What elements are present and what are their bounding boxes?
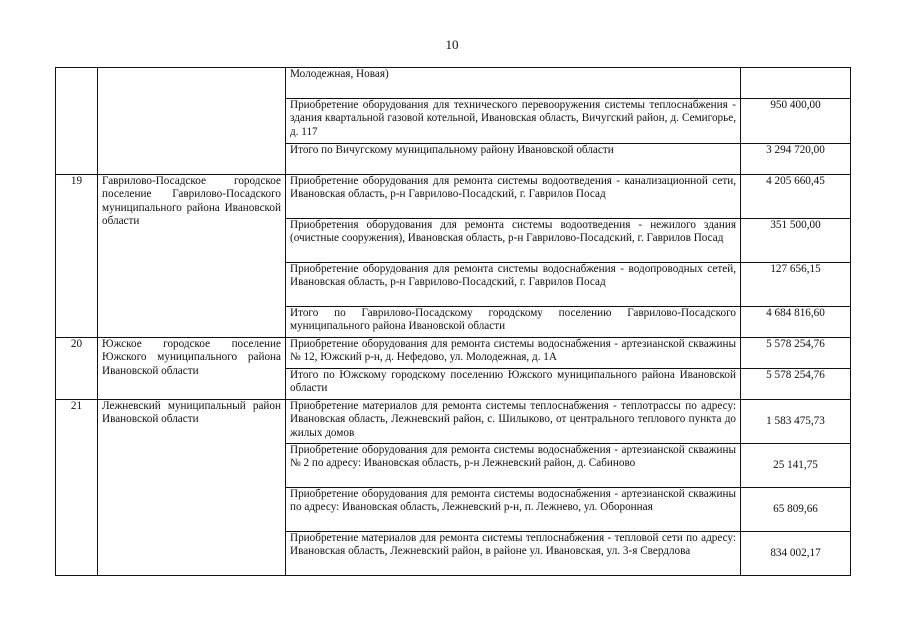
description-cell: Приобретение оборудования для ремонта системы водоснабжения - артезианской скважины № 2 по адресу: Ивановская область, р-н Лежневский район, д. Сабиново: [286, 444, 741, 488]
subtotal-cell: Итого по Южскому городскому поселению Южского муниципального района Ивановской области: [286, 369, 741, 400]
description-cell: Приобретение материалов для ремонта системы теплоснабжения - тепловой сети по адресу: Ивановская область, Лежневский район, в районе ул. Ивановская, ул. 3-я Свердлова: [286, 532, 741, 576]
description-cell: Приобретение материалов для ремонта системы теплоснабжения - теплотрассы по адресу: Ивановская область, Лежневский район, с. Шилыково, от центрального теплового пункта до жилых домов: [286, 400, 741, 444]
page-number: 10: [445, 37, 459, 52]
row-number-cell: 19: [56, 175, 98, 338]
municipality-cell: Лежневский муниципальный район Ивановской области: [98, 400, 286, 576]
amount-cell: 25 141,75: [741, 444, 851, 488]
table-row: [56, 338, 851, 369]
amount-cell: 950 400,00: [741, 99, 851, 144]
description-cell: Молодежная, Новая): [286, 68, 741, 99]
row-number-cell: 20: [56, 338, 98, 400]
table-row: [56, 400, 851, 444]
amount-cell: [741, 68, 851, 99]
subtotal-cell: Итого по Вичугскому муниципальному району Ивановской области: [286, 144, 741, 175]
description-cell: Приобретение оборудования для ремонта системы водоснабжения - артезианской скважины по адресу: Ивановская область, Лежневский р-н, п. Лежнево, ул. Оборонная: [286, 488, 741, 532]
subtotal-amount-cell: 4 684 816,60: [741, 307, 851, 338]
amount-cell: 1 583 475,73: [741, 400, 851, 444]
municipality-cell: [98, 68, 286, 175]
municipality-cell: Гаврилово-Посадское городское поселение Гаврилово-Посадского муниципального района Ивановской области: [98, 175, 286, 338]
amount-cell: 4 205 660,45: [741, 175, 851, 219]
subtotal-amount-cell: 5 578 254,76: [741, 369, 851, 400]
subtotal-cell: Итого по Гаврилово-Посадскому городскому поселению Гаврилово-Посадского муниципального района Ивановской области: [286, 307, 741, 338]
description-cell: Приобретение оборудования для технического перевооружения системы теплоснабжения - здания квартальной газовой котельной, Ивановская область, Вичугский район, д. Семигорье, д. 117: [286, 99, 741, 144]
description-cell: Приобретение оборудования для ремонта системы водоснабжения - артезианской скважины № 12, Южский р-н, д. Нефедово, ул. Молодежная, д. 1А: [286, 338, 741, 369]
description-cell: Приобретение оборудования для ремонта системы водоотведения - канализационной сети, Ивановская область, р-н Гаврилово-Посадский, г. Гаврилов Посад: [286, 175, 741, 219]
row-number-cell: [56, 68, 98, 175]
row-number-cell: 21: [56, 400, 98, 576]
subtotal-amount-cell: 3 294 720,00: [741, 144, 851, 175]
table-row: [56, 68, 851, 99]
amount-cell: 351 500,00: [741, 219, 851, 263]
municipality-cell: Южское городское поселение Южского муниципального района Ивановской области: [98, 338, 286, 400]
amount-cell: 834 002,17: [741, 532, 851, 576]
funding-table: [55, 67, 851, 576]
amount-cell: 127 656,15: [741, 263, 851, 307]
amount-cell: 5 578 254,76: [741, 338, 851, 369]
description-cell: Приобретения оборудования для ремонта системы водоотведения - нежилого здания (очистные сооружения), Ивановская область, р-н Гаврилово-Посадский, г. Гаврилов Посад: [286, 219, 741, 263]
description-cell: Приобретение оборудования для ремонта системы водоснабжения - водопроводных сетей, Ивановская область, р-н Гаврилово-Посадский, г. Гаврилов Посад: [286, 263, 741, 307]
table-row: [56, 175, 851, 219]
amount-cell: 65 809,66: [741, 488, 851, 532]
